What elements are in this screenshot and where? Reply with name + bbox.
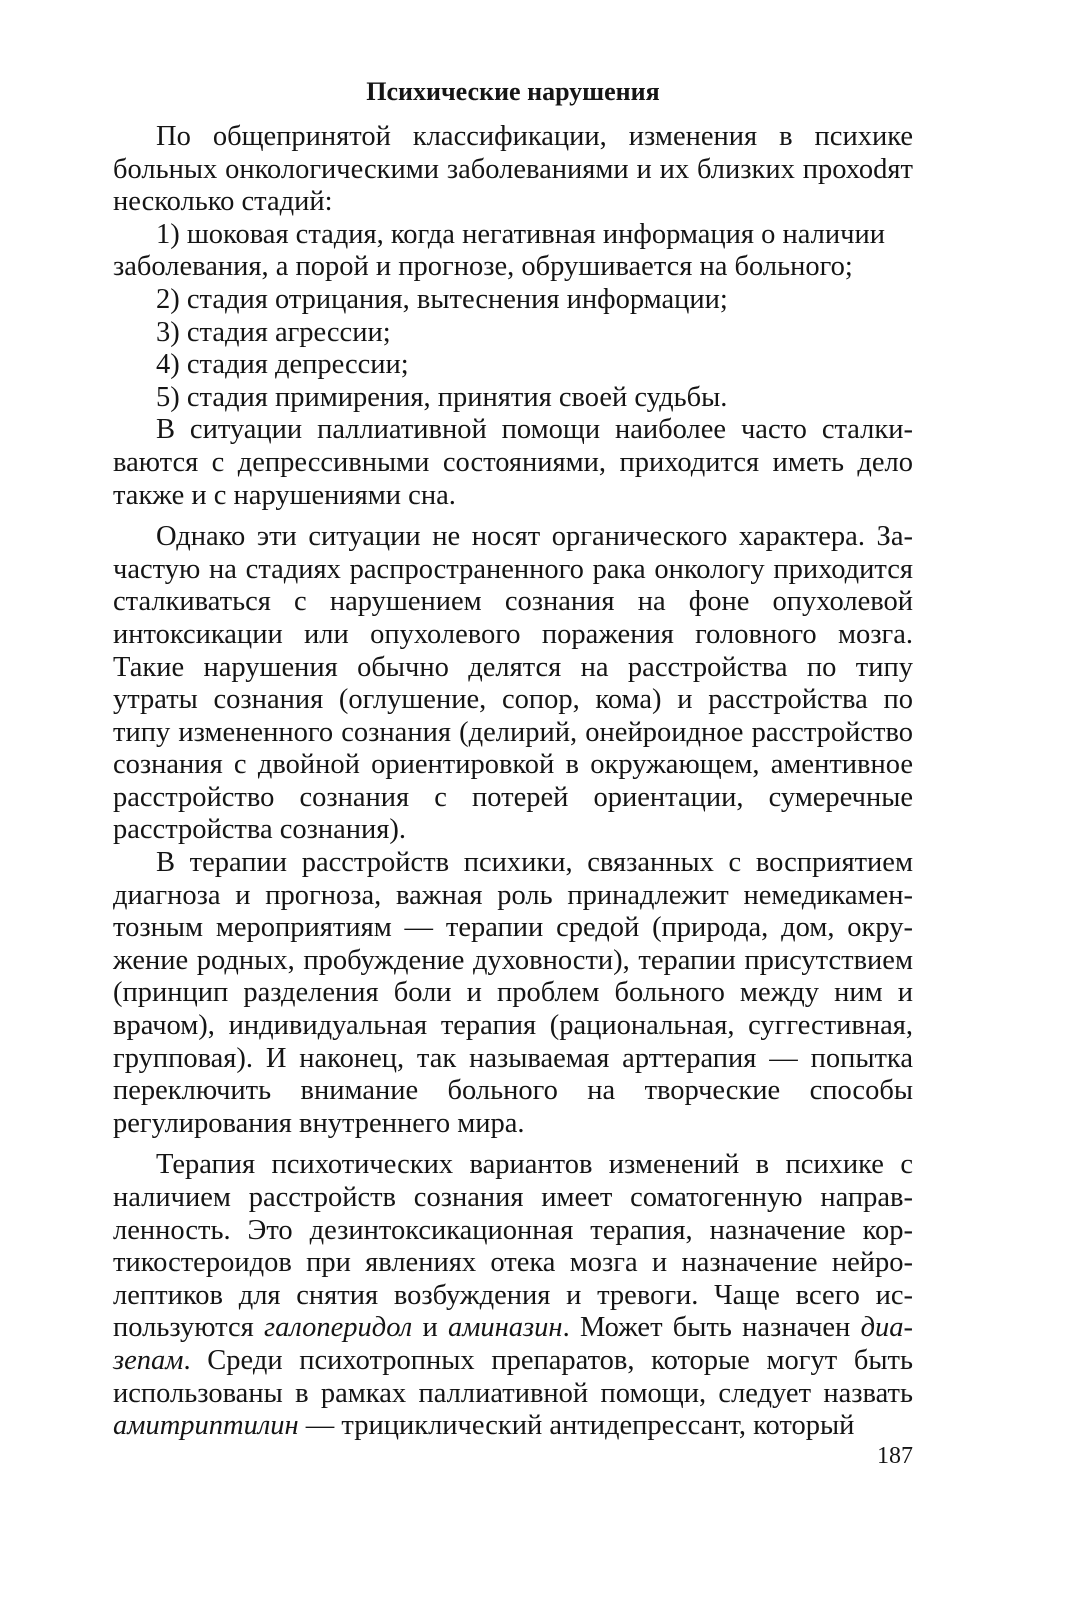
drug-name-aminazine: аминазин xyxy=(447,1312,563,1344)
list-item-stage-1: 1) шоковая стадия, когда негативная информация о наличии заболевания, а порой и прогнозе, обрушивается на больного; xyxy=(113,218,885,283)
section-title: Психические нарушения xyxy=(366,77,660,106)
text-run: и xyxy=(412,1312,448,1344)
text-run: . Среди психотропных препаратов, которые могут быть использованы в рамках паллиативной помощи, следует назвать xyxy=(113,1344,913,1409)
paragraph-palliative: В ситуации паллиативной помощи наиболее часто сталкиваются с депрессивными состояниями, приходится иметь дело также и с нарушениями сна. xyxy=(113,414,913,511)
list-item-stage-4: 4) стадия депрессии; xyxy=(156,349,409,381)
text-run: — трициклический антидепрессант, который xyxy=(298,1410,855,1442)
paragraph-consciousness: Однако эти ситуации не носят органического характера. Зачастую на стадиях распространенного рака онкологу приходится сталкиваться с нарушением сознания на фоне опухолевой интоксикации или опухолевого поражения головного мозга. Такие нарушения обычно делятся на расстройства по типу утраты сознания (оглушение, сопор, кома) и расстройства по типу измененного сознания (делирий, онейроидное расстройство сознания с двойной ориентировкой в окружающем, аментивное расстройство сознания с потерей ориентации, сумеречные расстройства сознания). xyxy=(113,521,913,846)
paragraph-therapy: В терапии расстройств психики, связанных с восприятием диагноза и прогноза, важная роль принадлежит немедикаментозным мероприятиям — терапии средой (природа, дом, окружение родных, пробуждение духовности), терапии присутствием (принцип разделения боли и проблем больного между ним и врачом), индивидуальная терапия (рациональная, суггестивная, групповая). И наконец, так называемая арттерапия — попытка переключить внимание больного на творческие способы регулирования внутреннего мира. xyxy=(113,847,913,1139)
drug-name-diazepam: диазепам xyxy=(113,1312,913,1376)
body-text xyxy=(113,121,913,1443)
paragraph-intro: По общепринятой классификации, изменения в психике больных онкологическими заболеваниями и их близких прохоdят несколько стадий: xyxy=(113,121,913,218)
drug-name-amitriptyline: амитриптилин xyxy=(113,1410,299,1442)
drug-name-haloperidol: галоперидол xyxy=(264,1312,413,1344)
page-number: 187 xyxy=(877,1443,913,1469)
list-item-stage-2: 2) стадия отрицания, вытеснения информации; xyxy=(156,283,728,315)
list-item-stage-3: 3) стадия агрессии; xyxy=(156,316,391,348)
text-run: Терапия психотических вариантов изменений в психике с наличием расстройств сознания имеет соматогенную направленность. Это дезинтоксикационная терапия, назначение кортикостероидов при явлениях отека мозга и назначение нейролептиков для снятия возбуждения и тревоги. Чаще всего используются xyxy=(113,1149,913,1344)
list-item-stage-5: 5) стадия примирения, принятия своей судьбы. xyxy=(156,381,728,413)
paragraph-psychotic xyxy=(113,1149,913,1442)
book-page xyxy=(113,0,913,1601)
text-run: . Может быть назначен xyxy=(562,1312,861,1344)
